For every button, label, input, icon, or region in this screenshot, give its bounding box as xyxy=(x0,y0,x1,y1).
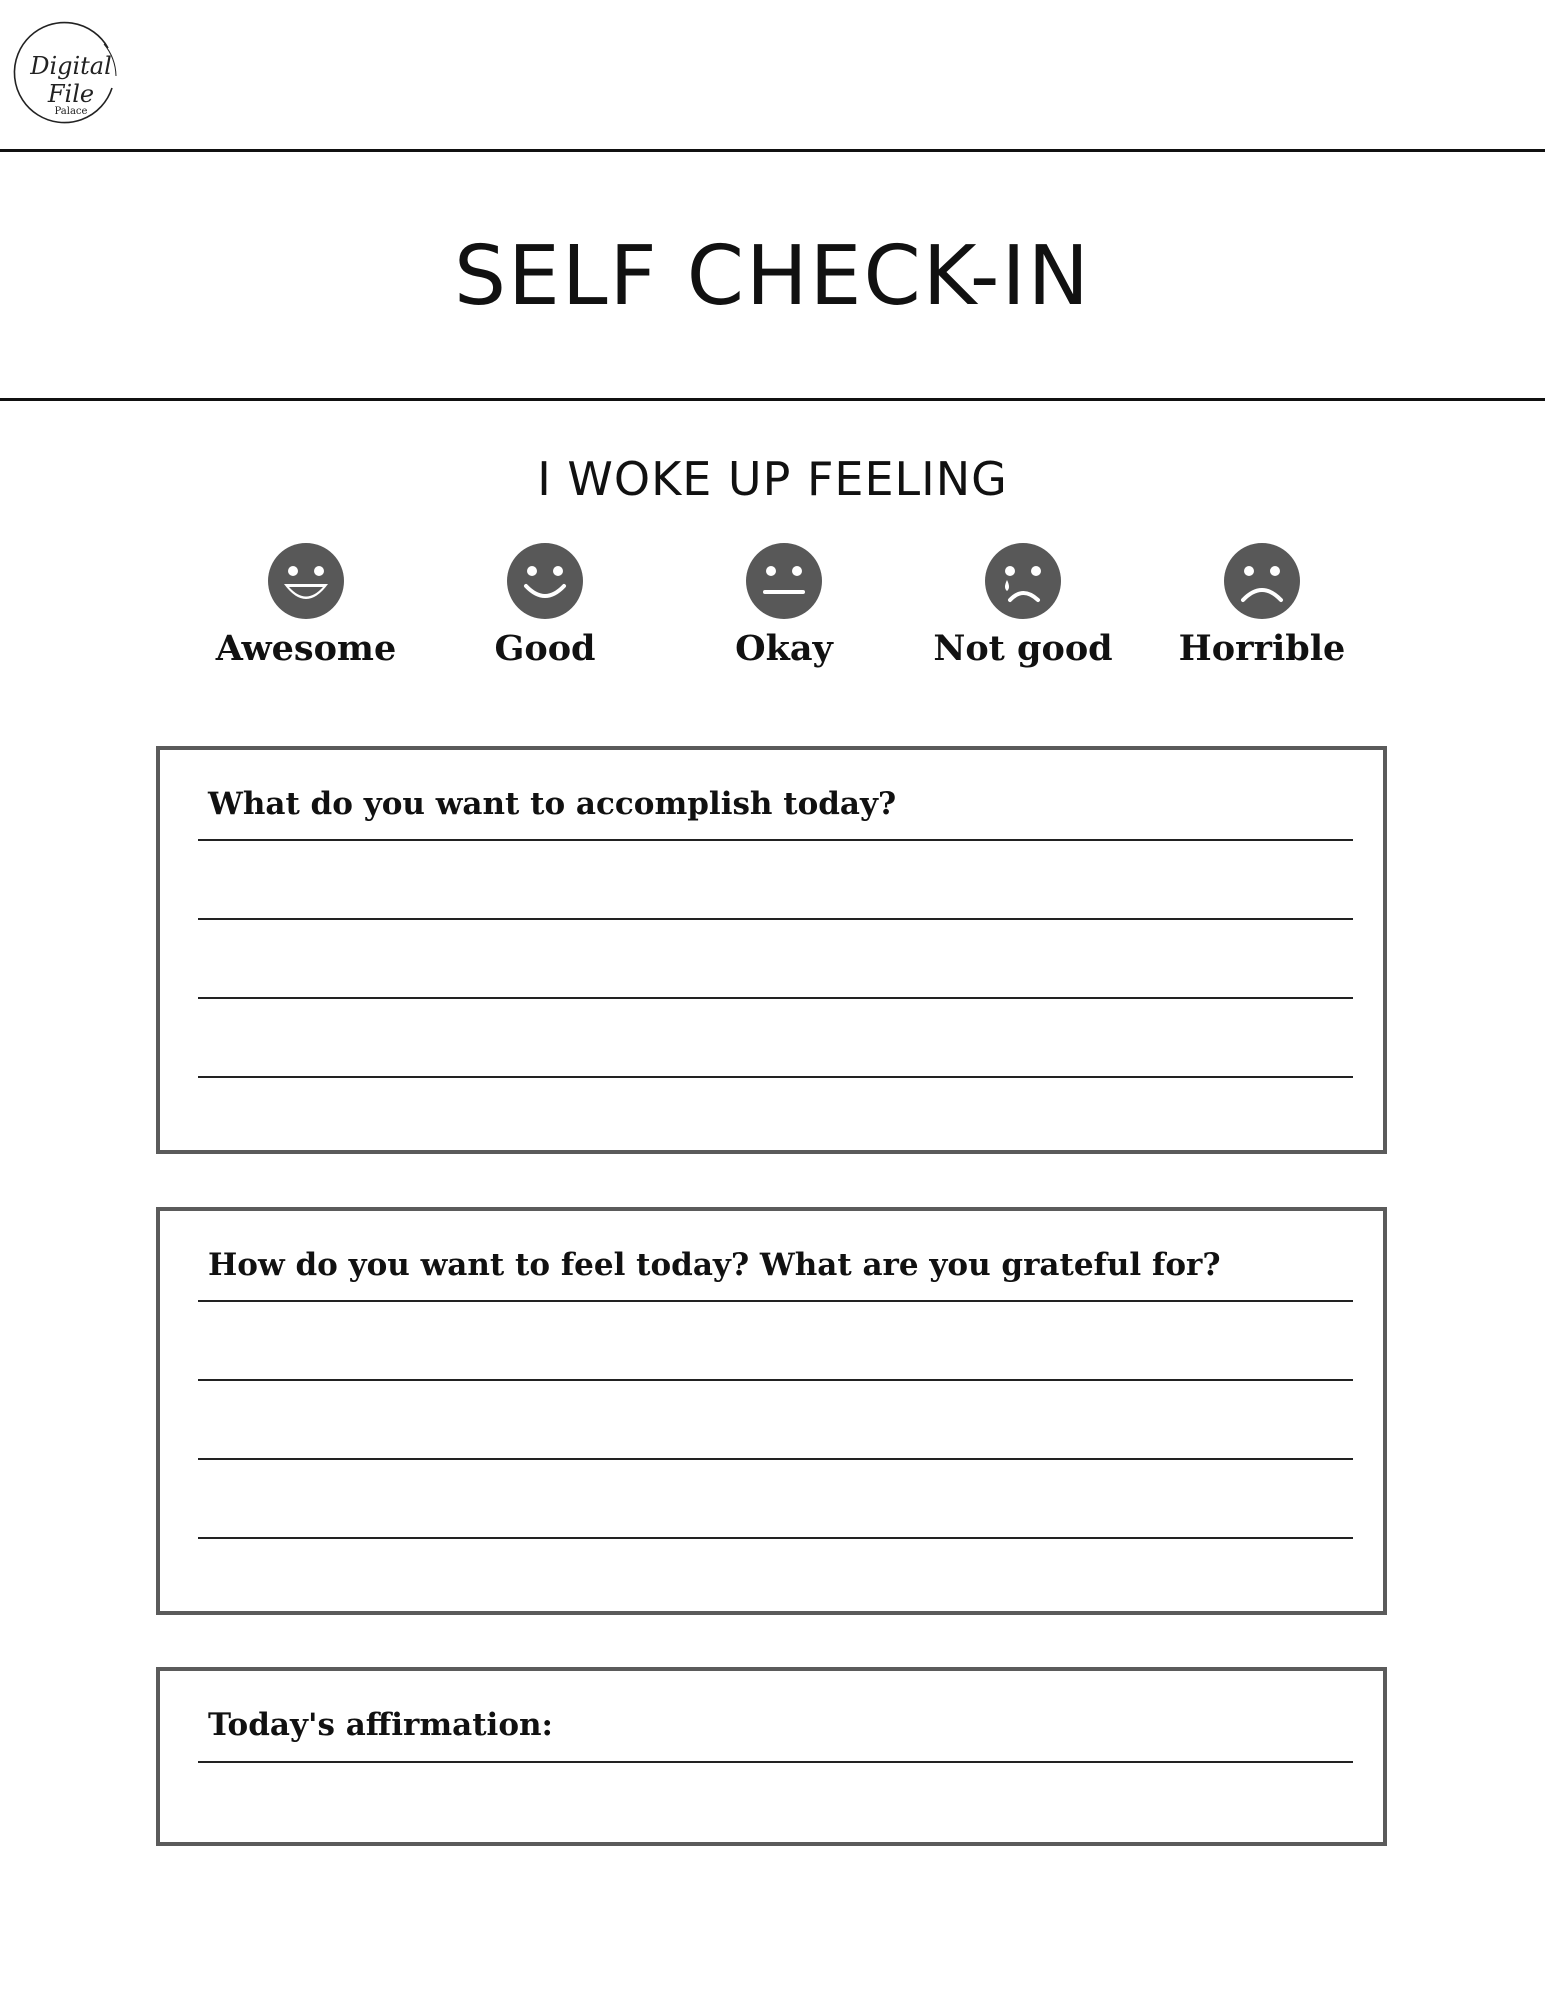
frowning-face-icon xyxy=(1223,542,1301,620)
mood-label: Okay xyxy=(735,628,833,669)
writing-line[interactable] xyxy=(198,1379,1353,1381)
writing-line[interactable] xyxy=(198,1300,1353,1302)
header-bottom-rule xyxy=(0,398,1545,401)
smiling-face-icon xyxy=(506,542,584,620)
writing-line[interactable] xyxy=(198,1076,1353,1078)
writing-line[interactable] xyxy=(198,1458,1353,1460)
affirmation-prompt: Today's affirmation: xyxy=(208,1707,553,1743)
logo-script-text: Digital File xyxy=(30,52,112,108)
feel-grateful-prompt: How do you want to feel today? What are you grateful for? xyxy=(208,1247,1221,1283)
mood-label: Horrible xyxy=(1178,628,1346,669)
mood-option-not-good[interactable] xyxy=(923,542,1123,669)
accomplish-prompt: What do you want to accomplish today? xyxy=(208,786,897,822)
mood-option-okay[interactable] xyxy=(684,542,884,669)
writing-line[interactable] xyxy=(198,997,1353,999)
header-top-rule xyxy=(0,149,1545,152)
mood-heading: I WOKE UP FEELING xyxy=(537,452,1008,506)
writing-line[interactable] xyxy=(198,1537,1353,1539)
feel-grateful-section xyxy=(156,1207,1387,1615)
mood-label: Good xyxy=(494,628,596,669)
grinning-face-icon xyxy=(267,542,345,620)
mood-label: Awesome xyxy=(215,628,397,669)
writing-line[interactable] xyxy=(198,839,1353,841)
writing-line[interactable] xyxy=(198,1761,1353,1763)
affirmation-section xyxy=(156,1667,1387,1846)
accomplish-section xyxy=(156,746,1387,1154)
mood-option-horrible[interactable] xyxy=(1162,542,1362,669)
mood-option-awesome[interactable] xyxy=(206,542,406,669)
neutral-face-icon xyxy=(745,542,823,620)
mood-option-good[interactable] xyxy=(445,542,645,669)
page-title: SELF CHECK-IN xyxy=(453,229,1092,324)
logo-sub-text: Palace xyxy=(54,106,88,117)
mood-label: Not good xyxy=(933,628,1113,669)
crying-face-icon xyxy=(984,542,1062,620)
writing-line[interactable] xyxy=(198,918,1353,920)
brand-logo xyxy=(12,18,130,128)
